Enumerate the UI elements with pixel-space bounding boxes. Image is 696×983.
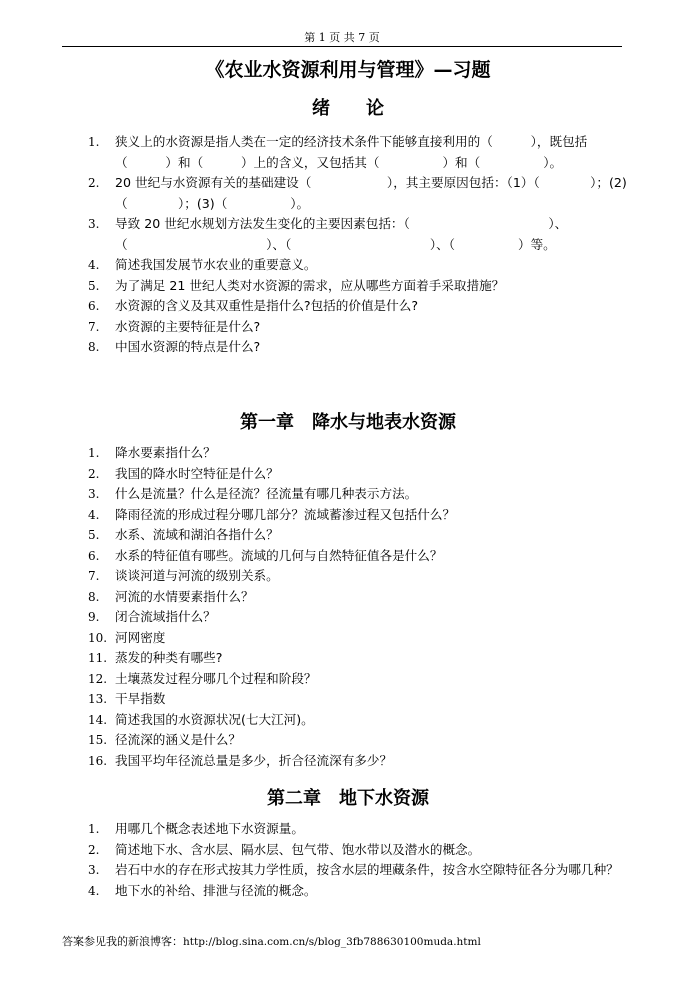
question-number: 1. [88, 822, 100, 836]
question-number: 13. [88, 692, 108, 706]
question-item [0, 710, 635, 731]
question-text: 简述地下水、含水层、隔水层、包气带、饱水带以及潜水的概念。 [115, 841, 481, 857]
question-item [0, 819, 635, 840]
question-text: 用哪几个概念表述地下水资源量。 [115, 821, 304, 836]
question-item [0, 255, 635, 276]
question-number: 11. [88, 651, 108, 665]
question-item [0, 505, 635, 526]
question-number: 4. [88, 883, 100, 898]
question-item [0, 484, 635, 505]
question-item [0, 860, 635, 881]
blog-link[interactable]: http://blog.sina.com.cn/s/blog_3fb788630100muda.html [183, 936, 481, 948]
question-item [0, 525, 635, 546]
question-number: 3. [88, 487, 100, 501]
question-text: 20 世纪与水资源有关的基础建设（ ），其主要原因包括：（1）（ ）；(2)（ ）；(3)（ ）。 [115, 175, 627, 211]
question-number: 7. [88, 319, 100, 334]
question-text: 我国平均年径流总量是多少，折合径流深有多少？ [115, 752, 393, 768]
section-heading-chapter2: 第二章 地下水资源 [267, 788, 429, 809]
question-number: 4. [88, 258, 100, 272]
question-item [0, 730, 635, 751]
question-text: 降水要素指什么？ [115, 445, 216, 460]
question-number: 16. [88, 753, 108, 768]
question-number: 3. [88, 217, 100, 231]
question-number: 1. [88, 135, 100, 149]
question-item [0, 546, 635, 567]
question-number: 2. [88, 466, 100, 481]
question-text: 岩石中水的存在形式按其力学性质，按含水层的埋藏条件，按含水空隙特征各分为哪几种？ [115, 862, 619, 877]
intro-question-list [0, 132, 696, 358]
question-number: 6. [88, 299, 100, 313]
question-text: 干旱指数 [115, 691, 166, 706]
question-item [0, 337, 635, 358]
question-item [0, 628, 635, 649]
question-number: 8. [88, 340, 100, 354]
page-footer [62, 934, 662, 950]
question-text: 土壤蒸发过程分哪几个过程和阶段？ [115, 670, 317, 686]
question-item [0, 751, 635, 772]
question-text: 蒸发的种类有哪些? [115, 650, 223, 665]
question-text: 水系、流域和湖泊各指什么？ [115, 527, 279, 542]
question-item [0, 132, 635, 173]
question-item [0, 669, 635, 690]
question-item [0, 881, 635, 902]
question-number: 4. [88, 507, 100, 522]
question-text: 为了满足 21 世纪人类对水资源的需求，应从哪些方面着手采取措施？ [115, 277, 505, 293]
question-text: 导致 20 世纪水规划方法发生变化的主要因素包括：（ ）、（ ）、（ ）、（ ）等。 [115, 216, 568, 252]
question-number: 6. [88, 548, 100, 563]
question-item [0, 443, 635, 464]
question-number: 2. [88, 842, 100, 857]
question-number: 5. [88, 528, 100, 542]
question-text: 水资源的主要特征是什么? [115, 318, 261, 334]
question-text: 我国的降水时空特征是什么？ [115, 465, 279, 481]
question-number: 7. [88, 569, 100, 583]
question-text: 降雨径流的形成过程分哪几部分？流域蓄渗过程又包括什么？ [115, 506, 456, 522]
question-item [0, 317, 635, 338]
question-text: 简述我国的水资源状况(七大江河)。 [115, 711, 314, 727]
question-number: 15. [88, 733, 108, 747]
question-text: 河网密度 [115, 629, 166, 645]
question-item [0, 648, 635, 669]
question-text: 闭合流域指什么？ [115, 609, 216, 624]
question-number: 2. [88, 176, 100, 190]
question-item [0, 689, 635, 710]
question-number: 1. [88, 446, 100, 460]
section-heading-chapter1: 第一章 降水与地表水资源 [240, 412, 456, 433]
question-item [0, 566, 635, 587]
question-item [0, 214, 635, 255]
question-item [0, 840, 635, 861]
question-item [0, 296, 635, 317]
question-number: 14. [88, 712, 108, 727]
document-title: 《农业水资源利用与管理》—习题 [205, 59, 491, 81]
question-item [0, 607, 635, 628]
question-number: 9. [88, 610, 100, 624]
question-text: 径流深的涵义是什么？ [115, 732, 241, 747]
question-number: 5. [88, 278, 100, 293]
question-text: 什么是流量？什么是径流？径流量有哪几种表示方法。 [115, 486, 418, 501]
question-text: 简述我国发展节水农业的重要意义。 [115, 257, 317, 272]
question-item [0, 173, 635, 214]
question-text: 地下水的补给、排泄与径流的概念。 [115, 882, 317, 898]
question-number: 8. [88, 589, 100, 604]
question-text: 河流的水情要素指什么？ [115, 588, 254, 604]
question-text: 水资源的含义及其双重性是指什么?包括的价值是什么? [115, 298, 419, 313]
question-number: 12. [88, 671, 108, 686]
question-item [0, 276, 635, 297]
question-text: 水系的特征值有哪些。流域的几何与自然特征值各是什么？ [115, 547, 443, 563]
page-header [62, 30, 622, 47]
question-number: 10. [88, 630, 108, 645]
question-text: 谈谈河道与河流的级别关系。 [115, 568, 279, 583]
question-text: 中国水资源的特点是什么? [115, 339, 261, 354]
footer-label: 答案参见我的新浪博客： [62, 935, 183, 948]
section-heading-intro: 绪 论 [312, 98, 384, 119]
question-item [0, 464, 635, 485]
page-info: 第 1 页 共 7 页 [304, 31, 380, 44]
question-text: 狭义上的水资源是指人类在一定的经济技术条件下能够直接利用的（ ），既包括（ ）和（ ）上的含义，又包括其（ ）和（ ）。 [115, 134, 588, 170]
chapter2-question-list [0, 819, 696, 901]
chapter1-question-list [0, 443, 696, 771]
question-item [0, 587, 635, 608]
question-number: 3. [88, 863, 100, 877]
